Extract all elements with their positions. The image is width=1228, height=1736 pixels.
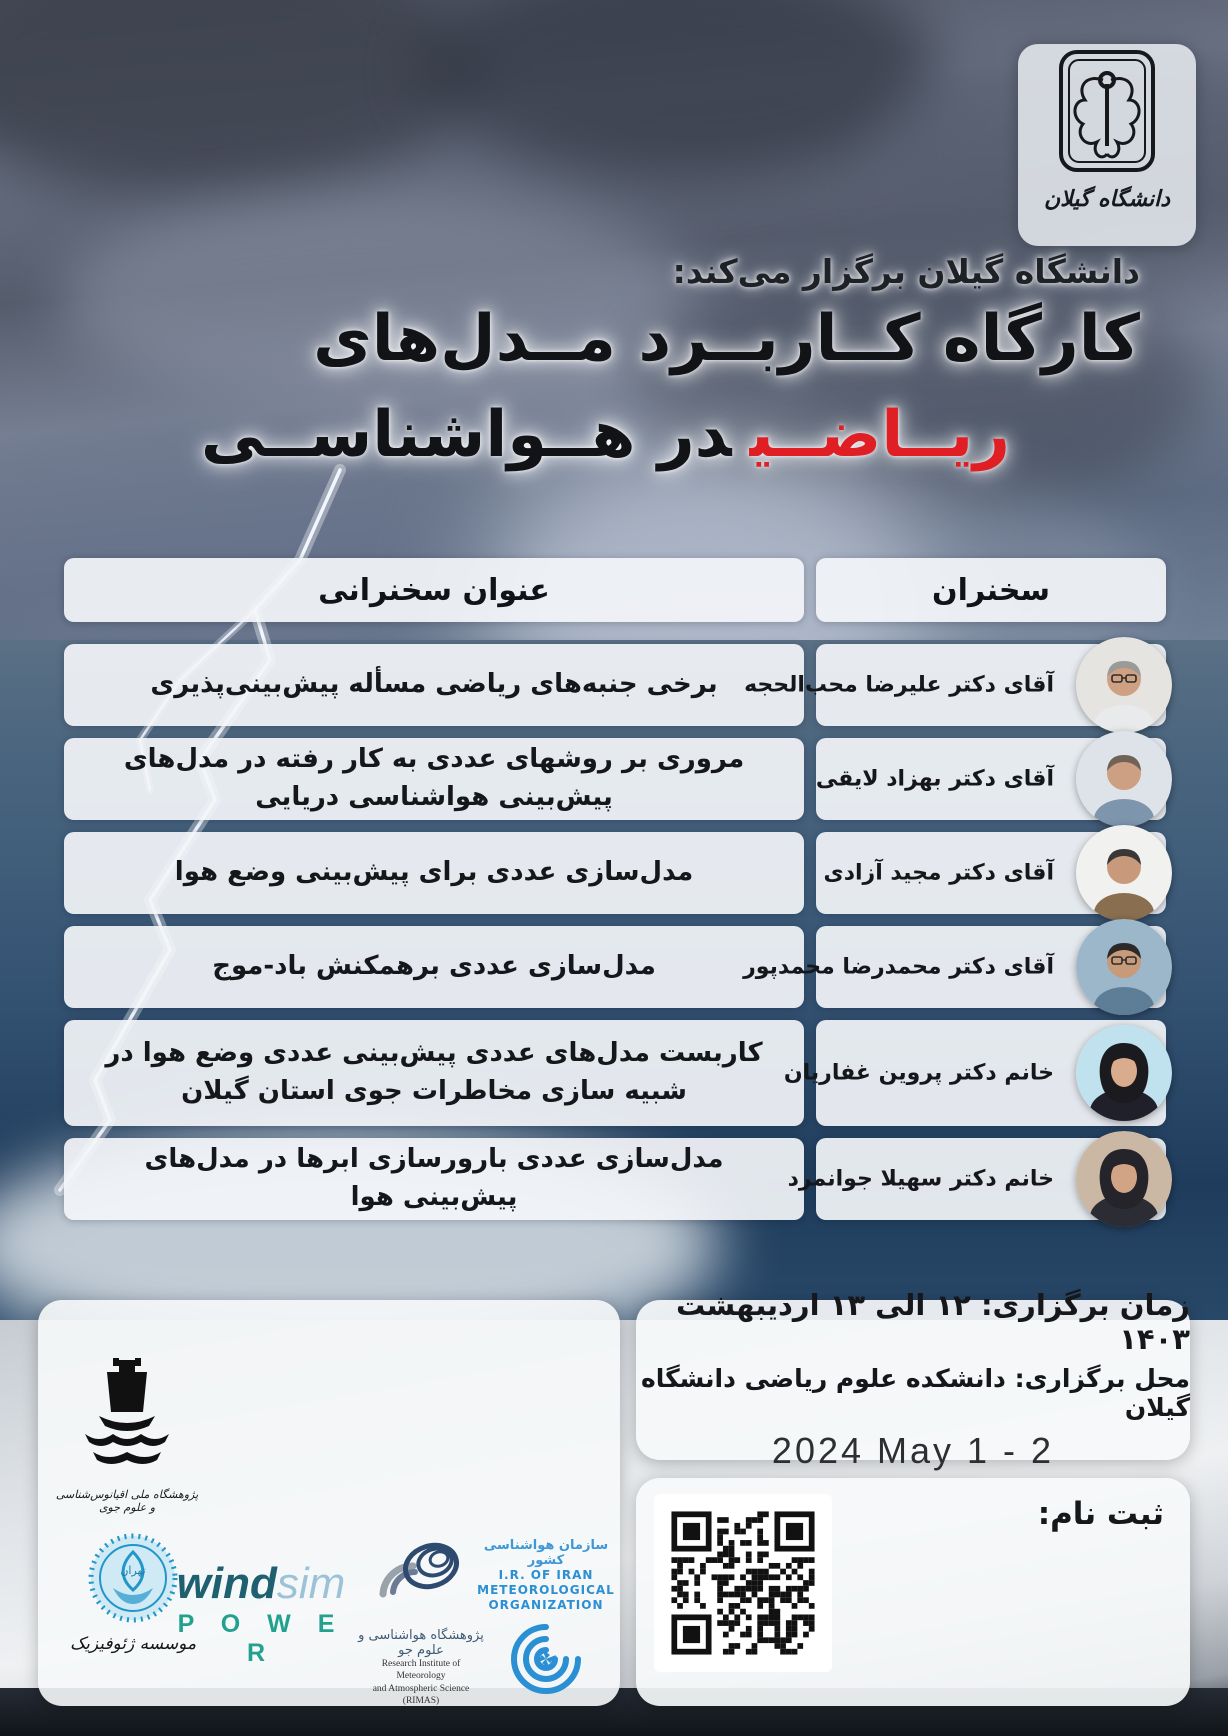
talk-title-cell: [64, 738, 804, 820]
talk-title-cell: [64, 1138, 804, 1220]
registration-qr-code: [654, 1494, 832, 1672]
geophysics-caption: موسسه ژئوفیزیک: [69, 1634, 197, 1654]
column-header-talk-title: [64, 558, 804, 622]
windsim-word2: sim: [276, 1559, 346, 1608]
talk-title-text: مروری بر روشهای عددی به کار رفته در مدل‌های پیش‌بینی هواشناسی دریایی: [123, 744, 745, 812]
speaker-cell: [787, 1138, 1166, 1220]
rimas-caption-en2: and Atmospheric Science (RIMAS): [372, 1683, 470, 1707]
irimo-logo: [476, 1538, 616, 1705]
event-date-fa: زمان برگزاری: ۱۲ الی ۱۳ اردیبهشت ۱۴۰۳: [675, 1288, 1190, 1356]
talk-title-cell: [64, 1020, 804, 1126]
windsim-power-logo: [166, 1559, 356, 1668]
kicker-text: دانشگاه گیلان برگزار می‌کند:: [672, 252, 1140, 291]
talk-title-text: مدل‌سازی عددی برهمکنش باد-موج: [212, 951, 656, 982]
rimas-caption-en1: Research Institute of Meteorology: [381, 1659, 461, 1682]
rimas-caption-fa: پژوهشگاه هواشناسی و علوم جو: [358, 1628, 484, 1658]
speaker-header-label: سخنران: [932, 572, 1050, 608]
talk-title-cell: [64, 926, 804, 1008]
poster-title-line2: [201, 398, 1010, 472]
speaker-name: خانم دکتر پروین غفاریان: [783, 1060, 1054, 1086]
speaker-cell: [816, 738, 1166, 820]
tehran-university-text: تهران: [120, 1564, 146, 1577]
talk-title-cell: [64, 644, 804, 726]
registration-label: ثبت نام:: [1037, 1496, 1164, 1532]
speaker-photo: [1076, 825, 1172, 921]
windsim-power-text: P O W E R: [177, 1610, 345, 1667]
talk-title-cell: [64, 832, 804, 914]
event-venue-fa: محل برگزاری: دانشکده علوم ریاضی دانشگاه گیلان: [641, 1364, 1190, 1422]
talk-title-text: مدل‌سازی عددی بارورسازی ابرها در مدل‌های پیش‌بینی هوا: [144, 1144, 724, 1212]
talk-title-text: مدل‌سازی عددی برای پیش‌بینی وضع هوا: [174, 857, 694, 888]
ship-icon: [69, 1356, 185, 1482]
speaker-photo: [1076, 637, 1172, 733]
speaker-name: آقای دکتر علیرضا محب‌الحجه: [744, 672, 1054, 698]
rimas-logo: [356, 1528, 486, 1707]
speaker-cell: [743, 926, 1166, 1008]
speaker-name: آقای دکتر محمدرضا محمدپور: [743, 954, 1054, 980]
event-date-en: 2024 May 1 - 2: [771, 1430, 1055, 1471]
sponsors-panel: [38, 1300, 620, 1706]
speaker-photo: [1076, 1025, 1172, 1121]
talk-title-text: برخی جنبه‌های ریاضی مسأله پیش‌بینی‌پذیری: [150, 669, 718, 700]
speaker-cell: [783, 1020, 1166, 1126]
speaker-photo: [1076, 731, 1172, 827]
rimas-spiral-icon: [369, 1528, 473, 1620]
oceanography-institute-logo: [52, 1356, 202, 1514]
speaker-cell: [816, 832, 1166, 914]
irimo-en3: ORGANIZATION: [488, 1598, 604, 1612]
cloud: [60, 190, 700, 410]
university-name-calligraphy: دانشگاه گیلان: [1043, 186, 1171, 212]
windsim-word1: wind: [176, 1559, 277, 1608]
speaker-name: آقای دکتر مجید آزادی: [823, 860, 1054, 886]
speaker-photo: [1076, 1131, 1172, 1227]
speaker-cell: [744, 644, 1166, 726]
irimo-en2: METEOROLOGICAL: [477, 1583, 615, 1597]
event-info-panel: [636, 1288, 1190, 1471]
speaker-name: آقای دکتر بهزاد لایقی: [815, 766, 1054, 792]
irimo-spiral-icon: [504, 1617, 588, 1701]
title-rest: در هــواشناســی: [200, 398, 732, 472]
column-header-speaker: [816, 558, 1166, 622]
guilan-university-emblem-icon: [1047, 44, 1167, 184]
university-logo-box: [1018, 44, 1196, 246]
speaker-name: خانم دکتر سهیلا جوانمرد: [787, 1166, 1054, 1192]
talk-title-header-label: عنوان سخنرانی: [318, 572, 550, 608]
title-red-word: ریــاضــی: [749, 398, 1010, 472]
oceanography-caption: پژوهشگاه ملی اقیانوس‌شناسی و علوم جوی: [55, 1488, 199, 1514]
irimo-caption-fa: سازمان هواشناسی کشور: [483, 1538, 609, 1568]
talk-title-text: کاربست مدل‌های عددی پیش‌بینی عددی وضع هوا در شبیه سازی مخاطرات جوی استان گیلان: [105, 1038, 763, 1106]
speaker-photo: [1076, 919, 1172, 1015]
irimo-en1: I.R. OF IRAN: [498, 1568, 594, 1582]
poster-title-line1: کارگاه کــاربــرد مــدل‌های: [313, 302, 1140, 376]
registration-panel: [636, 1478, 1190, 1706]
